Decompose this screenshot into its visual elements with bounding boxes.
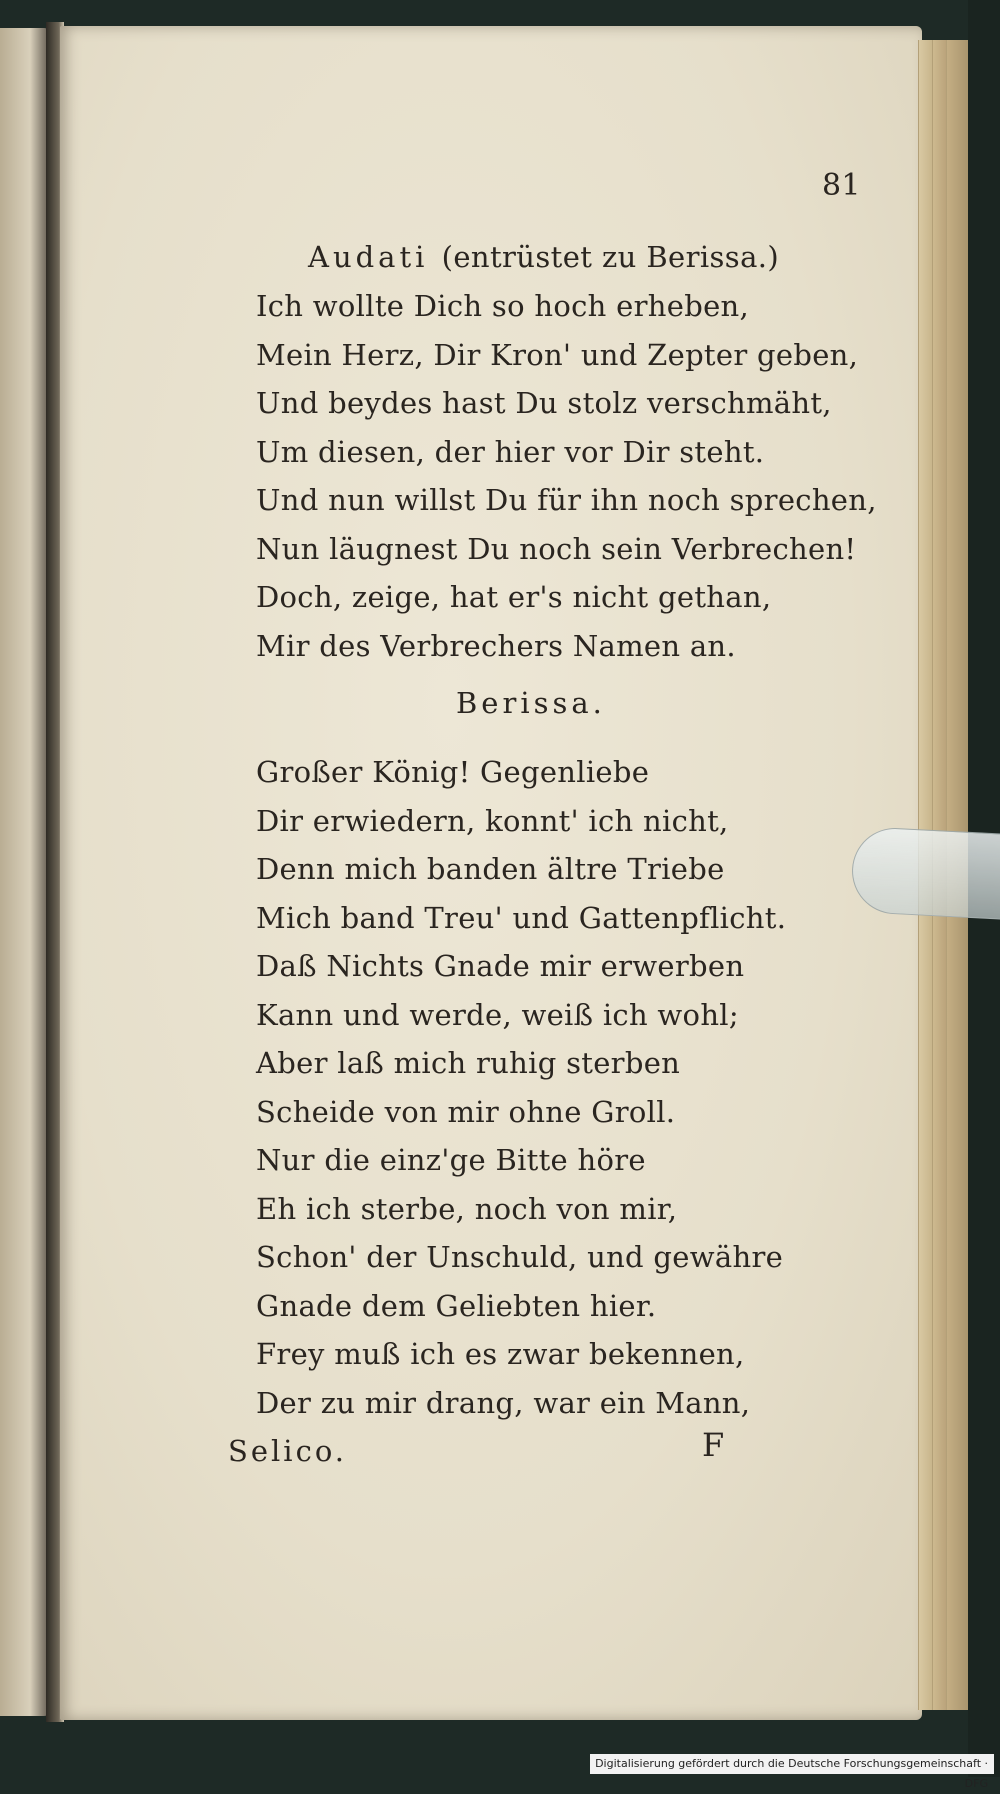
verse-line: Schon' der Unschuld, und gewähre [256, 1240, 784, 1274]
verse-line: Ich wollte Dich so hoch erheben, [256, 289, 750, 323]
verse-line: Doch, zeige, hat er's nicht gethan, [256, 580, 772, 614]
verse-line: Kann und werde, weiß ich wohl; [256, 997, 739, 1032]
catchword: Selico. [228, 1434, 347, 1468]
verse-line: Denn mich banden ältre Triebe [256, 852, 725, 886]
verse-line: Mir des Verbrechers Namen an. [256, 628, 736, 663]
verse-line: Daß Nichts Gnade mir erwerben [256, 949, 745, 983]
verse-line: Und beydes hast Du stolz verschmäht, [256, 386, 832, 420]
verse-line: Mein Herz, Dir Kron' und Zepter geben, [256, 337, 859, 372]
signature-mark: F [702, 1426, 725, 1464]
verse-line: Großer König! Gegenliebe [256, 755, 650, 789]
facing-page-edge [0, 28, 50, 1716]
verse-line: Nur die einz'ge Bitte höre [256, 1143, 646, 1177]
verse-line: Der zu mir drang, war ein Mann, [256, 1385, 751, 1420]
verse-line: Gnade dem Geliebten hier. [256, 1288, 657, 1323]
verse-line: Eh ich sterbe, noch von mir, [256, 1191, 678, 1226]
verse-line: Frey muß ich es zwar bekennen, [256, 1337, 745, 1371]
speaker-heading-2 [456, 686, 606, 720]
verse-line: Nun läugnest Du noch sein Verbrechen! [256, 531, 857, 566]
digitization-credit: Digitalisierung gefördert durch die Deutsche Forschungsgemeinschaft · DFG [590, 1754, 994, 1774]
page-clip [850, 826, 1000, 920]
verse-line: Dir erwiedern, konnt' ich nicht, [256, 803, 729, 838]
speaker-heading-1 [308, 240, 779, 274]
speech-block-2 [256, 748, 786, 1427]
verse-line: Um diesen, der hier vor Dir steht. [256, 434, 765, 469]
speaker-name: Berissa. [456, 686, 606, 720]
verse-line: Scheide von mir ohne Groll. [256, 1094, 676, 1129]
verse-line: Aber laß mich ruhig sterben [256, 1046, 681, 1080]
page-number: 81 [822, 168, 861, 203]
speech-block-1 [256, 282, 877, 670]
verse-line: Und nun willst Du für ihn noch sprechen, [256, 483, 877, 517]
speaker-name: Audati [308, 240, 429, 274]
stage-direction: (entrüstet zu Berissa.) [441, 240, 780, 274]
verse-line: Mich band Treu' und Gattenpflicht. [256, 900, 787, 935]
